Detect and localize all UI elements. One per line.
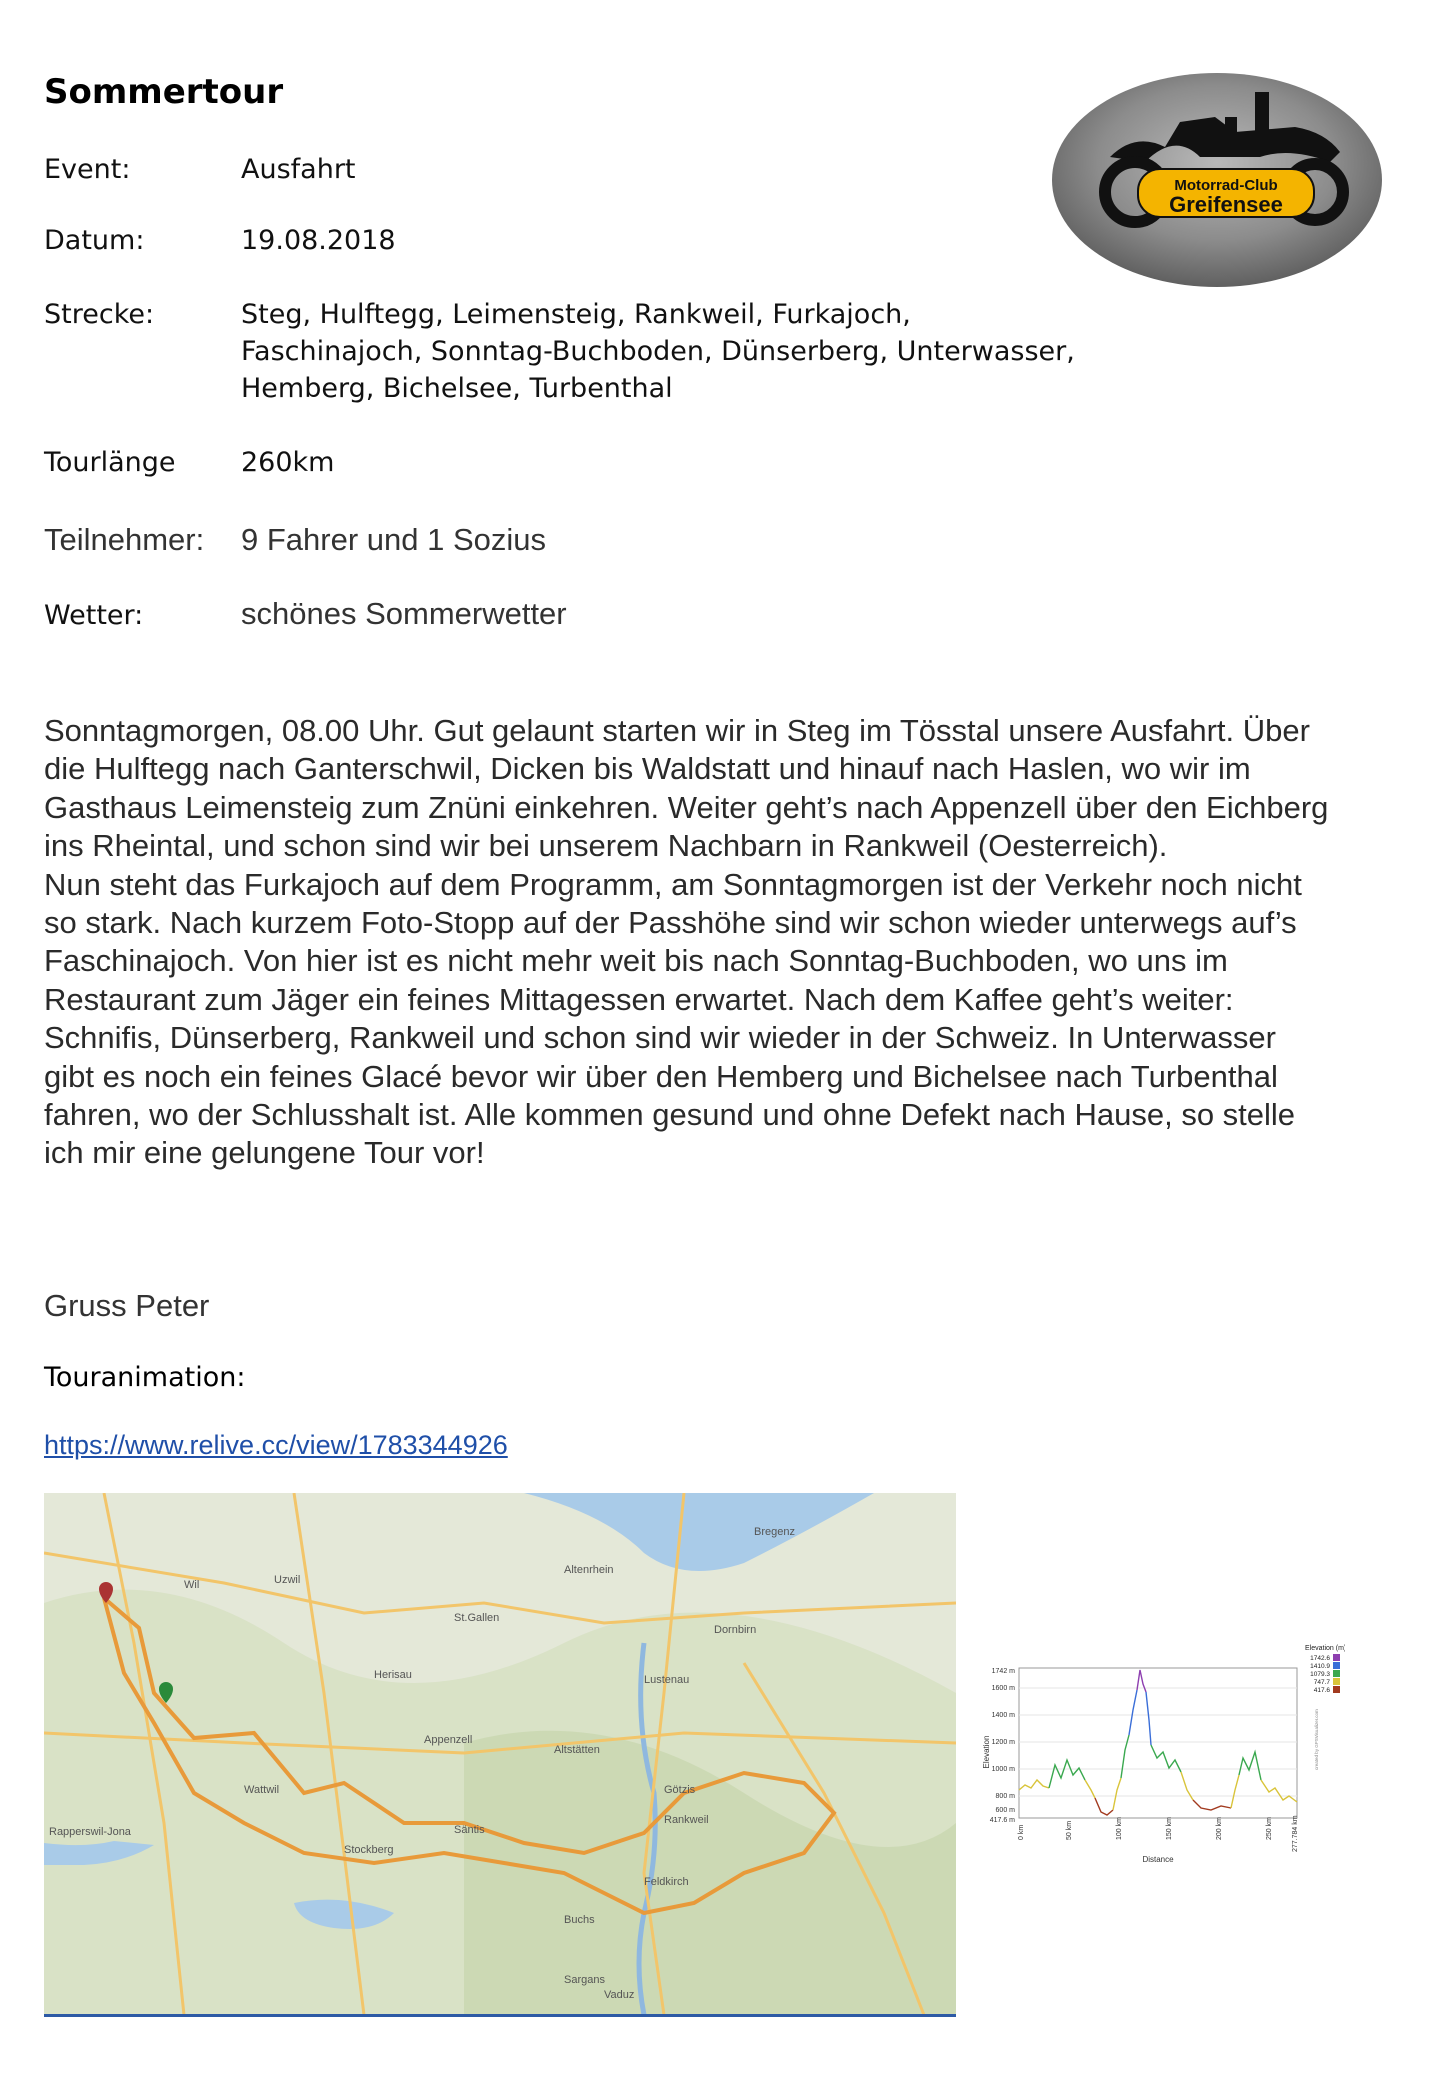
field-label: Wetter: [44, 600, 144, 631]
x-axis-label: Distance [1142, 1855, 1174, 1864]
page-title: Sommertour [44, 72, 284, 112]
field-value: 260km [241, 447, 335, 478]
x-tick: 0 km [1018, 1824, 1025, 1840]
legend-swatch [1333, 1670, 1340, 1677]
field-value: 9 Fahrer und 1 Sozius [241, 522, 547, 557]
chart-credit: created by GPSVisualizer.com [1314, 1709, 1319, 1770]
y-tick: 1600 m [991, 1685, 1015, 1692]
field-value-line: Hemberg, Bichelsee, Turbenthal [241, 373, 673, 404]
animation-label: Touranimation: [44, 1362, 246, 1393]
paragraph: Sonntagmorgen, 08.00 Uhr. Gut gelaunt starten wir in Steg im Tösstal unsere Ausfahrt. Über die Hulftegg nach Ganterschwil, Dicken bis Waldstatt und hinauf nach Haslen, wo wir im Gasthaus Leimensteig zum Znüni einkehren. Weiter geht’s nach Appenzell über den Eichberg ins Rheintal, und schon sind wir bei unserem Nachbarn in Rankweil (Oesterreich). [44, 713, 1329, 864]
legend-value: 417.6 [1313, 1687, 1330, 1694]
legend-value: 1410.9 [1310, 1663, 1330, 1670]
logo-line1: Motorrad-Club [1174, 177, 1278, 194]
x-tick: 150 km [1166, 1817, 1173, 1840]
map-place: Wattwil [244, 1784, 280, 1796]
y-tick: 1400 m [991, 1712, 1015, 1719]
map-underline [44, 2014, 956, 2017]
x-tick: 200 km [1216, 1817, 1223, 1840]
map-place: Dornbirn [714, 1624, 757, 1636]
x-tick: 50 km [1066, 1820, 1073, 1840]
map-place: Rapperswil-Jona [49, 1826, 131, 1838]
legend-swatch [1333, 1654, 1340, 1661]
x-tick: 277.784 km [1292, 1815, 1299, 1852]
field-label: Tourlänge [44, 447, 176, 478]
paragraph: Nun steht das Furkajoch auf dem Programm, am Sonntagmorgen ist der Verkehr noch nicht so stark. Nach kurzem Foto-Stopp auf der Passhöhe sind wir schon wieder unterwegs auf’s Faschinajoch. Von hier ist es nicht mehr weit bis nach Sonntag-Buchboden, wo uns im Restaurant zum Jäger ein feines Mittagessen erwartet. Nach dem Kaffee geht’s weiter: Schnifis, Dünserberg, Rankweil und schon sind wir wieder in der Schweiz. In Unterwasser gibt es noch ein feines Glacé bevor wir über den Hemberg und Bichelsee nach Turbenthal fahren, wo der Schlusshalt ist. Alle kommen gesund und ohne Defekt nach Hause, so stelle ich mir eine gelungene Tour vor! [44, 866, 1302, 1171]
y-tick: 800 m [995, 1793, 1015, 1800]
map-place: Götzis [664, 1784, 696, 1796]
map-place: Vaduz [604, 1989, 635, 2001]
y-tick: 1742 m [991, 1668, 1015, 1675]
y-tick: 1000 m [991, 1766, 1015, 1773]
map-place: Appenzell [424, 1734, 473, 1746]
map-place: Sargans [564, 1974, 605, 1986]
map-place: Stockberg [344, 1844, 394, 1856]
route-map[interactable] [44, 1493, 956, 2015]
x-tick: 250 km [1266, 1817, 1273, 1840]
map-place: Säntis [454, 1824, 485, 1836]
map-place: Herisau [374, 1669, 412, 1681]
relive-link[interactable]: https://www.relive.cc/view/1783344926 [44, 1430, 508, 1460]
field-value-line: Faschinajoch, Sonntag-Buchboden, Dünserberg, Unterwasser, [241, 336, 1075, 367]
legend-swatch [1333, 1686, 1340, 1693]
legend-value: 1742.6 [1310, 1655, 1330, 1662]
logo-line2: Greifensee [1169, 192, 1283, 217]
field-label: Event: [44, 154, 131, 185]
map-place: Uzwil [274, 1574, 301, 1586]
map-place: Lustenau [644, 1674, 690, 1686]
x-tick: 100 km [1116, 1817, 1123, 1840]
map-place: Buchs [564, 1914, 595, 1926]
y-tick: 600 m [995, 1807, 1015, 1814]
map-place: Altstätten [554, 1744, 600, 1756]
legend-value: 1079.3 [1310, 1671, 1330, 1678]
map-place: Bregenz [754, 1526, 795, 1538]
tour-report [44, 712, 1334, 1173]
field-value: Ausfahrt [241, 154, 356, 185]
map-place: Rankweil [664, 1814, 709, 1826]
legend-title: Elevation (m) [1305, 1645, 1345, 1652]
greeting: Gruss Peter [44, 1288, 210, 1323]
y-axis-label: Elevation [982, 1735, 991, 1769]
field-label: Teilnehmer: [44, 522, 205, 557]
legend-swatches [1333, 1654, 1340, 1693]
field-value: schönes Sommerwetter [241, 596, 567, 631]
y-tick: 417.6 m [989, 1817, 1015, 1824]
logo [1050, 62, 1384, 292]
map-place: Wil [184, 1579, 200, 1591]
elevation-chart [975, 1640, 1345, 1865]
y-tick: 1200 m [991, 1739, 1015, 1746]
legend-value: 747.7 [1313, 1679, 1330, 1686]
field-label: Datum: [44, 225, 145, 256]
legend-swatch [1333, 1678, 1340, 1685]
legend-swatch [1333, 1662, 1340, 1669]
map-place: St.Gallen [454, 1612, 500, 1624]
field-value: 19.08.2018 [241, 225, 396, 256]
legend [1310, 1655, 1330, 1694]
map-place: Feldkirch [644, 1876, 689, 1888]
field-value-line: Steg, Hulftegg, Leimensteig, Rankweil, Furkajoch, [241, 299, 911, 330]
map-place: Altenrhein [564, 1564, 614, 1576]
field-label: Strecke: [44, 299, 155, 330]
